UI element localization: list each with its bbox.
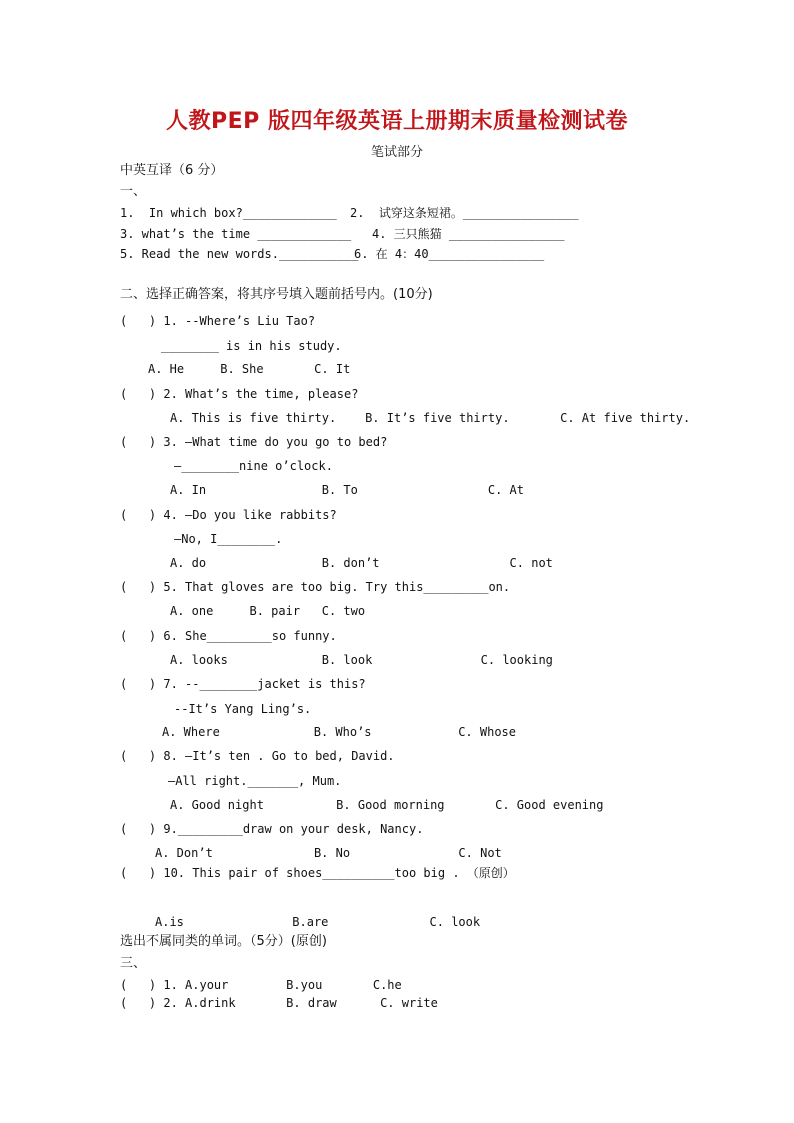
q8-stem: ( ) 8. —It’s ten . Go to bed, David. [120,749,395,763]
section1-q4: 4. 三只熊猫 ________________ [372,227,565,241]
q6-stem: ( ) 6. She_________so funny. [120,629,337,643]
q5-options: A. one B. pair C. two [170,604,366,618]
q3-options: A. In B. To C. At [170,483,525,497]
section3-heading: 选出不属同类的单词。（5分）(原创) [120,934,327,949]
q7-stem: ( ) 7. --________jacket is this? [120,677,366,691]
section3-q2: ( ) 2. A.drink B. draw C. write [120,996,438,1010]
exam-subtitle: 笔试部分 [370,145,423,160]
section3-q1: ( ) 1. A.your B.you C.he [120,978,402,992]
q4-line: —No, I________. [174,532,283,546]
q4-stem: ( ) 4. —Do you like rabbits? [120,508,337,522]
q5-stem: ( ) 5. That gloves are too big. Try this_________on. [120,580,511,594]
section1-q3: 3. what’s the time _____________ [120,227,352,241]
q7-line: --It’s Yang Ling’s. [174,702,312,716]
q2-stem: ( ) 2. What’s the time, please? [120,387,359,401]
q8-options: A. Good night B. Good morning C. Good evening [170,798,604,812]
section2-heading: 二、选择正确答案，将其序号填入题前括号内。(10分) [120,287,433,302]
q3-line: —________nine o’clock. [174,459,333,473]
q9-stem: ( ) 9._________draw on your desk, Nancy. [120,822,424,836]
q4-options: A. do B. don’t C. not [170,556,553,570]
section1-q6: 6. 在 4：40________________ [354,247,545,261]
section1-heading: 中英互译（6 分） [120,163,224,178]
section1-q5: 5. Read the new words.___________ [120,247,359,261]
q1-options: A. He B. She C. It [148,362,351,376]
q1-stem: ( ) 1. --Where’s Liu Tao? [120,314,316,328]
q3-stem: ( ) 3. —What time do you go to bed? [120,435,388,449]
section3-number: 三、 [120,956,147,971]
q10-options: A.is B.are C. look [155,915,481,929]
q8-line: —All right._______, Mum. [168,774,342,788]
q2-options: A. This is five thirty. B. It’s five thirty. C. At five thirty. [170,411,691,425]
q1-line: ________ is in his study. [161,339,342,353]
q10-stem: ( ) 10. This pair of shoes__________too big . （原创） [120,866,515,880]
section1-q1: 1. In which box?_____________ [120,206,337,220]
section1-q2: 2. 试穿这条短裙。________________ [350,206,579,220]
q9-options: A. Don’t B. No C. Not [155,846,502,860]
section1-number: 一、 [120,184,147,199]
q6-options: A. looks B. look C. looking [170,653,553,667]
exam-title: 人教PEP 版四年级英语上册期末质量检测试卷 [166,109,628,134]
q7-options: A. Where B. Who’s C. Whose [162,725,517,739]
